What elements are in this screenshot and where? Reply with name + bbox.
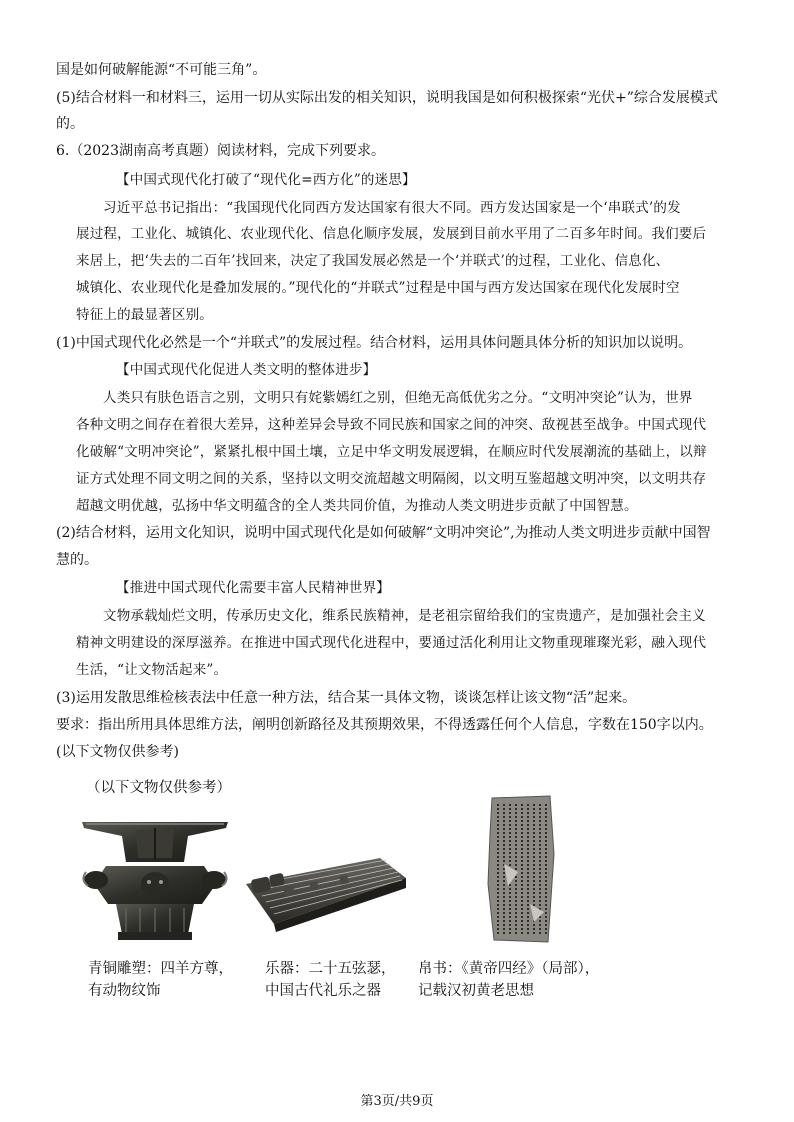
bronze-zun-image [76, 814, 234, 944]
caption-zun-line1: 青铜雕塑：四羊方尊， [88, 961, 233, 977]
material-text: 来居上，把‘失去的二百年’找回来，决定了我国发展必然是一个‘并联式’的过程，工业化、信息化、 [76, 253, 670, 269]
caption-se-line1: 乐器：二十五弦瑟， [265, 961, 396, 977]
material-heading-2: 【中国式现代化促进人类文明的整体进步】 [116, 362, 377, 378]
silk-manuscript-image [484, 794, 556, 944]
material-text: 证方式处理不同文明之间的关系，坚持以文明交流超越文明隔阂，以文明互鉴超越文明冲突，以文明共存 [76, 471, 707, 487]
material-heading-3: 【推进中国式现代化需要丰富人民精神世界】 [116, 580, 390, 596]
page-number: 第3页/共9页 [360, 1094, 434, 1109]
material-text: 展过程，工业化、城镇化、农业现代化、信息化顺序发展，发展到目前水平用了二百多年时间。我们要后 [76, 226, 707, 242]
figure-label: （以下文物仅供参考） [86, 780, 231, 796]
text-line: 国是如何破解能源“不可能三角”。 [56, 62, 267, 78]
question-6-1: (1)中国式现代化必然是一个“并联式”的发展过程。结合材料，运用具体问题具体分析的知识加以说明。 [56, 335, 693, 351]
material-text: 特征上的最显著区别。 [76, 307, 213, 323]
material-text: 精神文明建设的深厚滋养。在推进中国式现代化进程中，要通过活化利用让文物重现璀璨光彩，融入现代 [76, 635, 707, 651]
material-text: 超越文明优越，弘扬中华文明蕴含的全人类共同价值，为推动人类文明进步贡献了中国智慧。 [76, 498, 638, 514]
caption-manuscript [418, 958, 599, 1002]
text-line: 慧的。 [56, 552, 98, 568]
text-line: 的。 [56, 116, 84, 132]
material-text: 生活，“让文物活起来”。 [76, 662, 228, 678]
material-text: 习近平总书记指出：“我国现代化同西方发达国家有很大不同。西方发达国家是一个‘串联式’的发 [103, 200, 681, 216]
material-text: 文物承载灿烂文明，传承历史文化，维系民族精神，是老祖宗留给我们的宝贵遗产，是加强社会主义 [103, 608, 706, 624]
question-5: (5)结合材料一和材料三，运用一切从实际出发的相关知识，说明我国是如何积极探索“光伏+”综合发展模式 [56, 90, 718, 106]
caption-zun-line2: 有动物纹饰 [88, 983, 161, 999]
reference-note: (以下文物仅供参考) [56, 744, 179, 760]
question-6-heading: 6.（2023湖南高考真题）阅读材料，完成下列要求。 [56, 143, 385, 159]
caption-manuscript-line2: 记载汉初黄老思想 [418, 983, 534, 999]
material-text: 城镇化、农业现代化是叠加发展的。”现代化的“并联式”过程是中国与西方发达国家在现代化发展时空 [76, 280, 680, 296]
se-instrument-image [240, 848, 410, 934]
caption-se [265, 958, 396, 1002]
caption-manuscript-line1: 帛书：《黄帝四经》（局部）， [418, 961, 600, 977]
question-6-3: (3)运用发散思维检核表法中任意一种方法，结合某一具体文物，谈谈怎样让该文物“活”起来。 [56, 690, 637, 706]
question-6-2: (2)结合材料，运用文化知识，说明中国式现代化是如何破解“文明冲突论”,为推动人类文明进步贡献中国智 [56, 525, 711, 541]
requirement: 要求：指出所用具体思维方法，阐明创新路径及其预期效果，不得透露任何个人信息，字数在150字以内。 [56, 717, 713, 733]
material-text: 人类只有肤色语言之别，文明只有姹紫嫣红之别，但绝无高低优劣之分。“文明冲突论”认为，世界 [103, 390, 693, 406]
caption-se-line2: 中国古代礼乐之器 [265, 983, 381, 999]
material-text: 各种文明之间存在着很大差异，这种差异会导致不同民族和国家之间的冲突、敌视甚至战争。中国式现代 [76, 417, 707, 433]
material-text: 化破解“文明冲突论”，紧紧扎根中国土壤，立足中华文明发展逻辑，在顺应时代发展潮流的基础上，以辩 [76, 444, 707, 460]
material-heading-1: 【中国式现代化打破了“现代化=西方化”的迷思】 [116, 172, 416, 188]
caption-zun [88, 958, 233, 1002]
